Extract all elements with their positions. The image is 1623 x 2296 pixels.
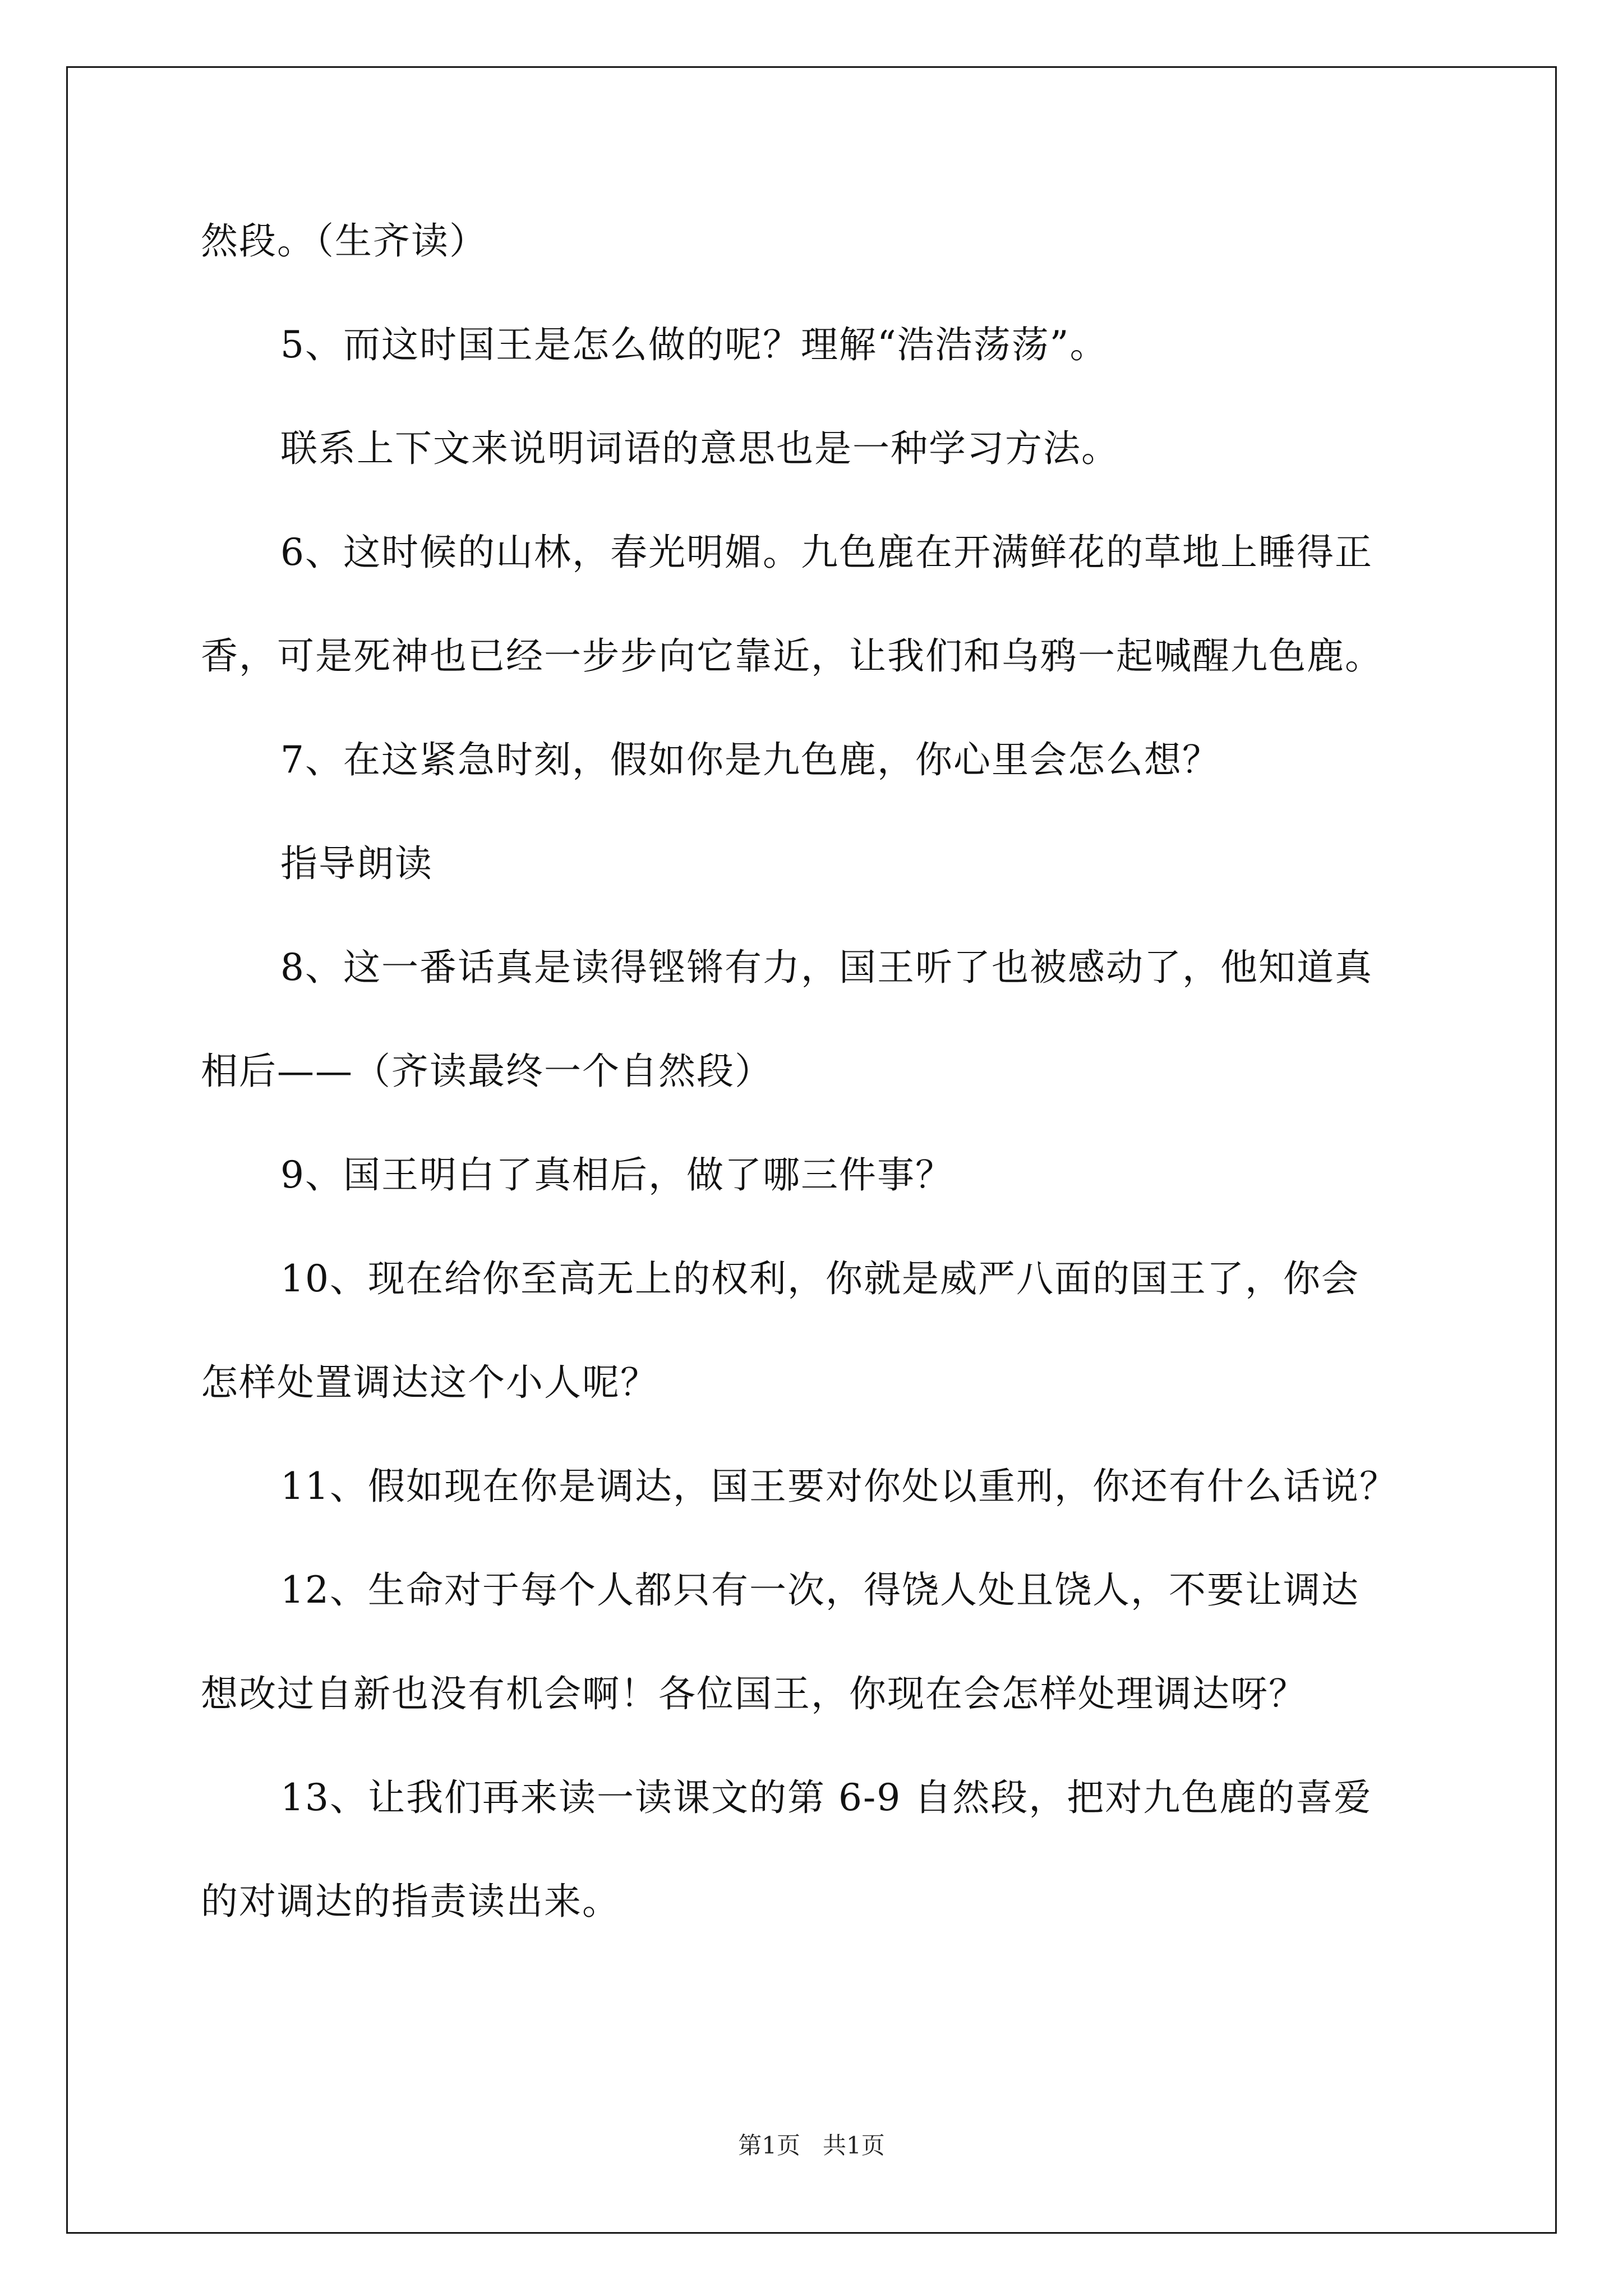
text-line: 11、假如现在你是调达，国王要对你处以重刑，你还有什么话说？ bbox=[280, 1465, 1398, 1508]
page-footer: 第1页 共1页 bbox=[738, 2132, 885, 2159]
text-line: 9、国王明白了真相后，做了哪三件事？ bbox=[280, 1153, 953, 1197]
text-line: 指导朗读 bbox=[280, 842, 433, 885]
text-line: 联系上下文来说明词语的意思也是一种学习方法。 bbox=[280, 427, 1119, 470]
text-line: 然段。（生齐读） bbox=[201, 219, 487, 263]
text-line: 的对调达的指责读出来。 bbox=[201, 1880, 620, 1923]
text-line: 10、现在给你至高无上的权利，你就是威严八面的国王了，你会 bbox=[280, 1257, 1359, 1300]
text-line: 7、在这紧急时刻，假如你是九色鹿，你心里会怎么想？ bbox=[280, 738, 1220, 781]
text-line: 香，可是死神也已经一步步向它靠近，让我们和乌鸦一起喊醒九色鹿。 bbox=[201, 634, 1383, 678]
text-line: 6、这时候的山林，春光明媚。九色鹿在开满鲜花的草地上睡得正 bbox=[280, 531, 1373, 574]
text-line: 想改过自新也没有机会啊！各位国王，你现在会怎样处理调达呀？ bbox=[201, 1672, 1307, 1715]
text-line: 8、这一番话真是读得铿锵有力，国王听了也被感动了，他知道真 bbox=[280, 946, 1373, 989]
text-line: 13、让我们再来读一读课文的第 6-9 自然段，把对九色鹿的喜爱 bbox=[280, 1776, 1372, 1819]
text-line: 12、生命对于每个人都只有一次，得饶人处且饶人，不要让调达 bbox=[280, 1568, 1359, 1612]
text-line: 5、而这时国王是怎么做的呢？理解“浩浩荡荡”。 bbox=[280, 323, 1108, 366]
text-line: 相后——（齐读最终一个自然段） bbox=[201, 1050, 773, 1093]
text-line: 怎样处置调达这个小人呢？ bbox=[201, 1361, 658, 1404]
